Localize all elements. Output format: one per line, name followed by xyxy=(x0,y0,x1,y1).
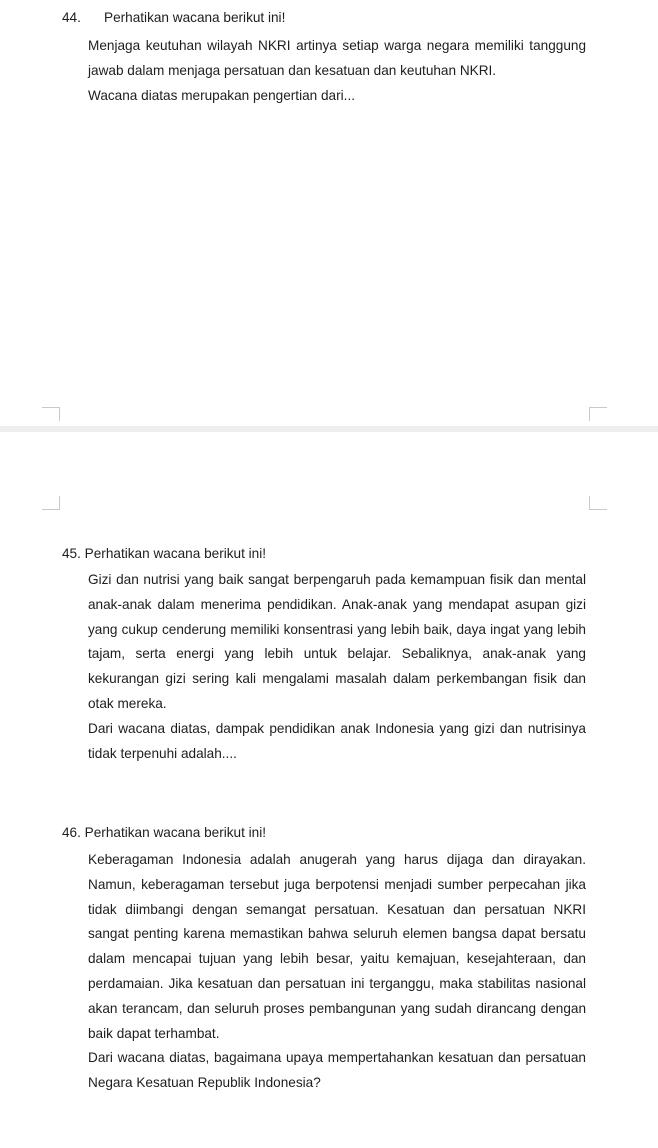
question-45-prompt: Dari wacana diatas, dampak pendidikan anak Indonesia yang gizi dan nutrisinya tidak terpenuhi adalah.... xyxy=(88,720,586,761)
page-separator xyxy=(0,426,658,432)
question-46-paragraph-1: Keberagaman Indonesia adalah anugerah yang harus dijaga dan dirayakan. Namun, keberagaman tersebut juga berpotensi menjadi sumber perpecahan jika tidak diimbangi dengan semangat persatuan. Kesatuan dan persatuan NKRI sangat penting karena memastikan bahwa seluruh elemen bangsa dapat bersatu dalam mencapai tujuan yang lebih besar, yaitu kemajuan, kesejahteraan, dan perdamaian. Jika kesatuan dan persatuan ini terganggu, maka stabilitas nasional akan terancam, dan seluruh proses pembangunan yang sudah dirancang dengan baik dapat terhambat. xyxy=(88,852,586,1041)
question-44-number: 44. xyxy=(62,10,81,25)
question-46-prompt: Dari wacana diatas, bagaimana upaya mempertahankan kesatuan dan persatuan Negara Kesatuan Republik Indonesia? xyxy=(88,1050,586,1091)
question-44-prompt: Wacana diatas merupakan pengertian dari... xyxy=(88,87,355,103)
question-46-heading: 46. Perhatikan wacana berikut ini! xyxy=(62,825,267,840)
question-45-heading: 45. Perhatikan wacana berikut ini! xyxy=(62,546,267,561)
question-44-header xyxy=(62,10,285,25)
question-45-passage xyxy=(88,568,586,766)
question-44-passage xyxy=(88,34,586,108)
crop-corner-bottom-right xyxy=(589,496,607,510)
crop-corner-bottom-left xyxy=(42,496,60,510)
question-44-paragraph-1: Menjaga keutuhan wilayah NKRI artinya setiap warga negara memiliki tanggung jawab dalam menjaga persatuan dan kesatuan dan keutuhan NKRI. xyxy=(88,38,586,78)
crop-corner-top-left xyxy=(42,407,60,421)
question-46-passage xyxy=(88,848,586,1096)
question-45-paragraph-1: Gizi dan nutrisi yang baik sangat berpengaruh pada kemampuan fisik dan mental anak-anak dalam menerima pendidikan. Anak-anak yang mendapat asupan gizi yang cukup cenderung memiliki konsentrasi yang lebih baik, daya ingat yang lebih tajam, serta energi yang lebih untuk belajar. Sebaliknya, anak-anak yang kekurangan gizi sering kali mengalami masalah dalam perkembangan fisik dan otak mereka. xyxy=(88,572,586,711)
question-44-instruction: Perhatikan wacana berikut ini! xyxy=(104,10,286,25)
crop-corner-top-right xyxy=(589,407,607,421)
